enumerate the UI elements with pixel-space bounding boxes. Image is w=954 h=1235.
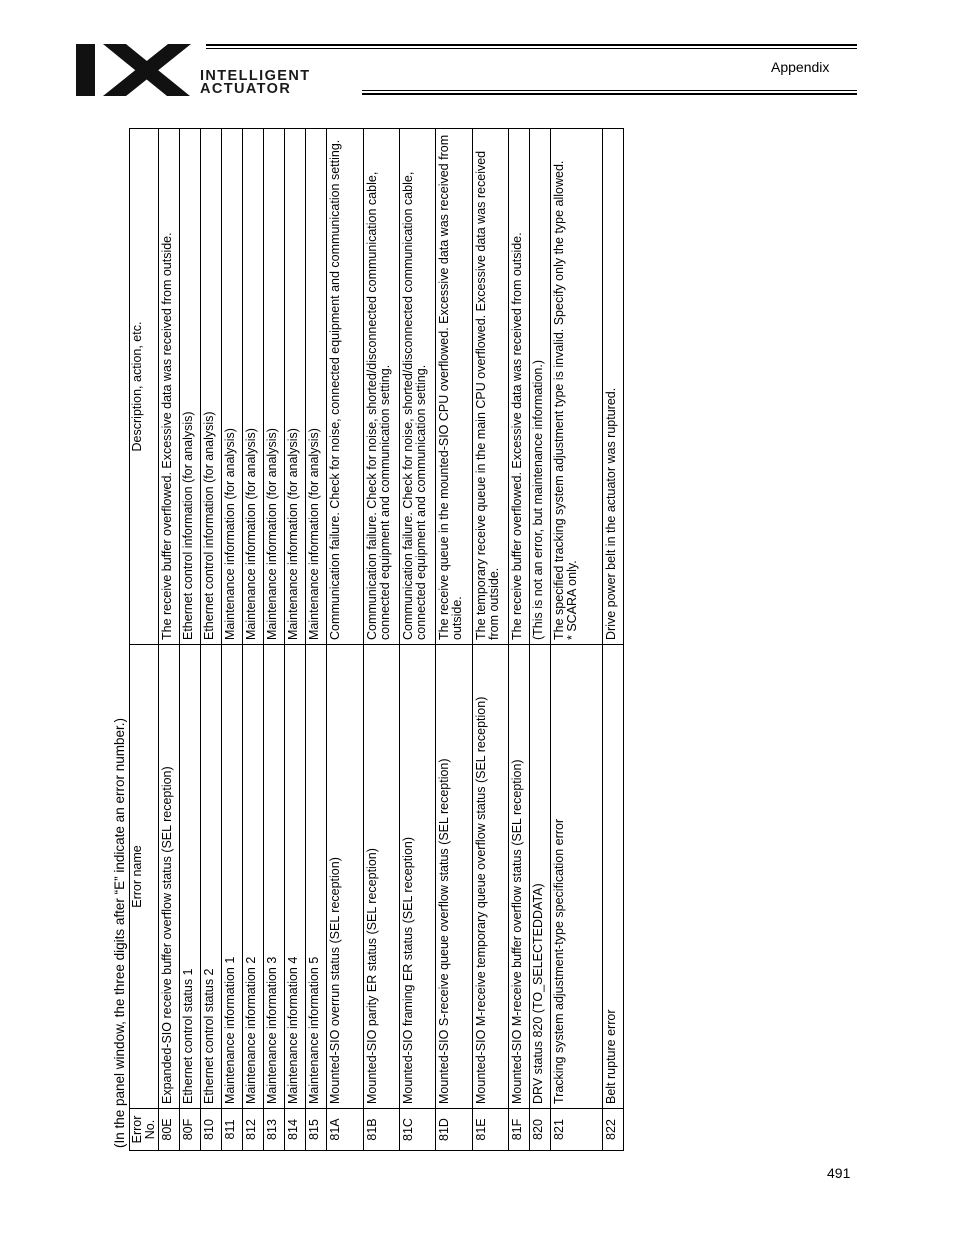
cell-description: Ethernet control information (for analysis) <box>201 129 222 645</box>
logo-line-intelligent: INTELLIGENT <box>200 68 311 84</box>
cell-error-name: Mounted-SIO S-receive queue overflow status (SEL reception) <box>436 645 473 1109</box>
cell-error-no: 813 <box>264 1109 285 1151</box>
table-header-row <box>130 129 159 1151</box>
cell-error-no: 812 <box>243 1109 264 1151</box>
header-error-name: Error name <box>130 645 159 1109</box>
cell-error-name: Mounted-SIO M-receive temporary queue overflow status (SEL reception) <box>473 645 509 1109</box>
cell-error-no: 81B <box>364 1109 400 1151</box>
cell-error-no: 821 <box>551 1109 603 1151</box>
cell-description: Maintenance information (for analysis) <box>285 129 306 645</box>
cell-error-name: Maintenance information 2 <box>243 645 264 1109</box>
error-code-table <box>129 128 624 1151</box>
cell-error-name: DRV status 820 (TO_SELECTEDDATA) <box>530 645 551 1109</box>
cell-error-no: 80F <box>180 1109 201 1151</box>
cell-error-name: Mounted-SIO framing ER status (SEL reception) <box>400 645 436 1109</box>
cell-error-no: 811 <box>222 1109 243 1151</box>
table-row <box>530 129 551 1151</box>
cell-error-no: 815 <box>306 1109 327 1151</box>
cell-description: Communication failure. Check for noise, shorted/disconnected communication cable, connected equipment and communication setting. <box>364 129 400 645</box>
cell-error-no: 81A <box>327 1109 364 1151</box>
cell-description: (This is not an error, but maintenance information.) <box>530 129 551 645</box>
logo-line-actuator: ACTUATOR <box>200 81 292 97</box>
cell-error-no: 81F <box>509 1109 530 1151</box>
table-body <box>159 129 624 1151</box>
cell-description: The receive buffer overflowed. Excessive data was received from outside. <box>509 129 530 645</box>
table-row <box>180 129 201 1151</box>
cell-error-name: Maintenance information 3 <box>264 645 285 1109</box>
section-title: Appendix <box>771 59 830 75</box>
cell-error-no: 80E <box>159 1109 180 1151</box>
cell-description: Communication failure. Check for noise, shorted/disconnected communication cable, connected equipment and communication setting. <box>400 129 436 645</box>
table-row <box>201 129 222 1151</box>
cell-error-name: Expanded-SIO receive buffer overflow status (SEL reception) <box>159 645 180 1109</box>
cell-description: Ethernet control information (for analysis) <box>180 129 201 645</box>
cell-description: Communication failure. Check for noise, connected equipment and communication setting. <box>327 129 364 645</box>
error-table-container <box>110 126 630 1151</box>
table-row <box>285 129 306 1151</box>
cell-error-no: 81C <box>400 1109 436 1151</box>
cell-error-name: Ethernet control status 2 <box>201 645 222 1109</box>
cell-description: Maintenance information (for analysis) <box>306 129 327 645</box>
cell-error-name: Ethernet control status 1 <box>180 645 201 1109</box>
table-row <box>436 129 473 1151</box>
cell-error-name: Mounted-SIO overrun status (SEL reception) <box>327 645 364 1109</box>
ix-logo-mark <box>76 44 191 96</box>
cell-error-no: 814 <box>285 1109 306 1151</box>
cell-error-no: 81E <box>473 1109 509 1151</box>
cell-error-name: Maintenance information 4 <box>285 645 306 1109</box>
cell-description: Maintenance information (for analysis) <box>243 129 264 645</box>
cell-error-name: Maintenance information 1 <box>222 645 243 1109</box>
cell-error-name: Mounted-SIO M-receive buffer overflow status (SEL reception) <box>509 645 530 1109</box>
table-row <box>159 129 180 1151</box>
table-row <box>364 129 400 1151</box>
header-rule-bottom-2 <box>362 93 857 95</box>
table-row <box>306 129 327 1151</box>
header-rule-bottom-1 <box>362 90 857 91</box>
header-rule-top-1 <box>206 44 857 46</box>
header-description: Description, action, etc. <box>130 129 159 645</box>
cell-error-name: Maintenance information 5 <box>306 645 327 1109</box>
header-rule-top-2 <box>206 48 857 49</box>
cell-error-name: Tracking system adjustment-type specification error <box>551 645 603 1109</box>
table-row <box>243 129 264 1151</box>
header-error-no: Error No. <box>130 1109 159 1151</box>
cell-error-no: 822 <box>603 1109 624 1151</box>
table-row <box>327 129 364 1151</box>
cell-description: The specified tracking system adjustment type is invalid. Specify only the type allowed. * SCARA only. <box>551 129 603 645</box>
table-row <box>551 129 603 1151</box>
logo-wordmark <box>200 70 310 96</box>
cell-error-no: 81D <box>436 1109 473 1151</box>
cell-error-name: Mounted-SIO parity ER status (SEL reception) <box>364 645 400 1109</box>
cell-error-no: 810 <box>201 1109 222 1151</box>
table-row <box>473 129 509 1151</box>
cell-description: The temporary receive queue in the main CPU overflowed. Excessive data was received from outside. <box>473 129 509 645</box>
cell-description: Drive power belt in the actuator was ruptured. <box>603 129 624 645</box>
table-row <box>400 129 436 1151</box>
table-row <box>264 129 285 1151</box>
cell-error-no: 820 <box>530 1109 551 1151</box>
cell-error-name: Belt rupture error <box>603 645 624 1109</box>
page-number: 491 <box>827 1165 851 1181</box>
table-caption: (In the panel window, the three digits after “E” indicate an error number.) <box>112 718 127 1148</box>
cell-description: Maintenance information (for analysis) <box>222 129 243 645</box>
table-row <box>603 129 624 1151</box>
cell-description: The receive queue in the mounted-SIO CPU overflowed. Excessive data was received from outside. <box>436 129 473 645</box>
table-row <box>509 129 530 1151</box>
cell-description: Maintenance information (for analysis) <box>264 129 285 645</box>
table-row <box>222 129 243 1151</box>
cell-description: The receive buffer overflowed. Excessive data was received from outside. <box>159 129 180 645</box>
